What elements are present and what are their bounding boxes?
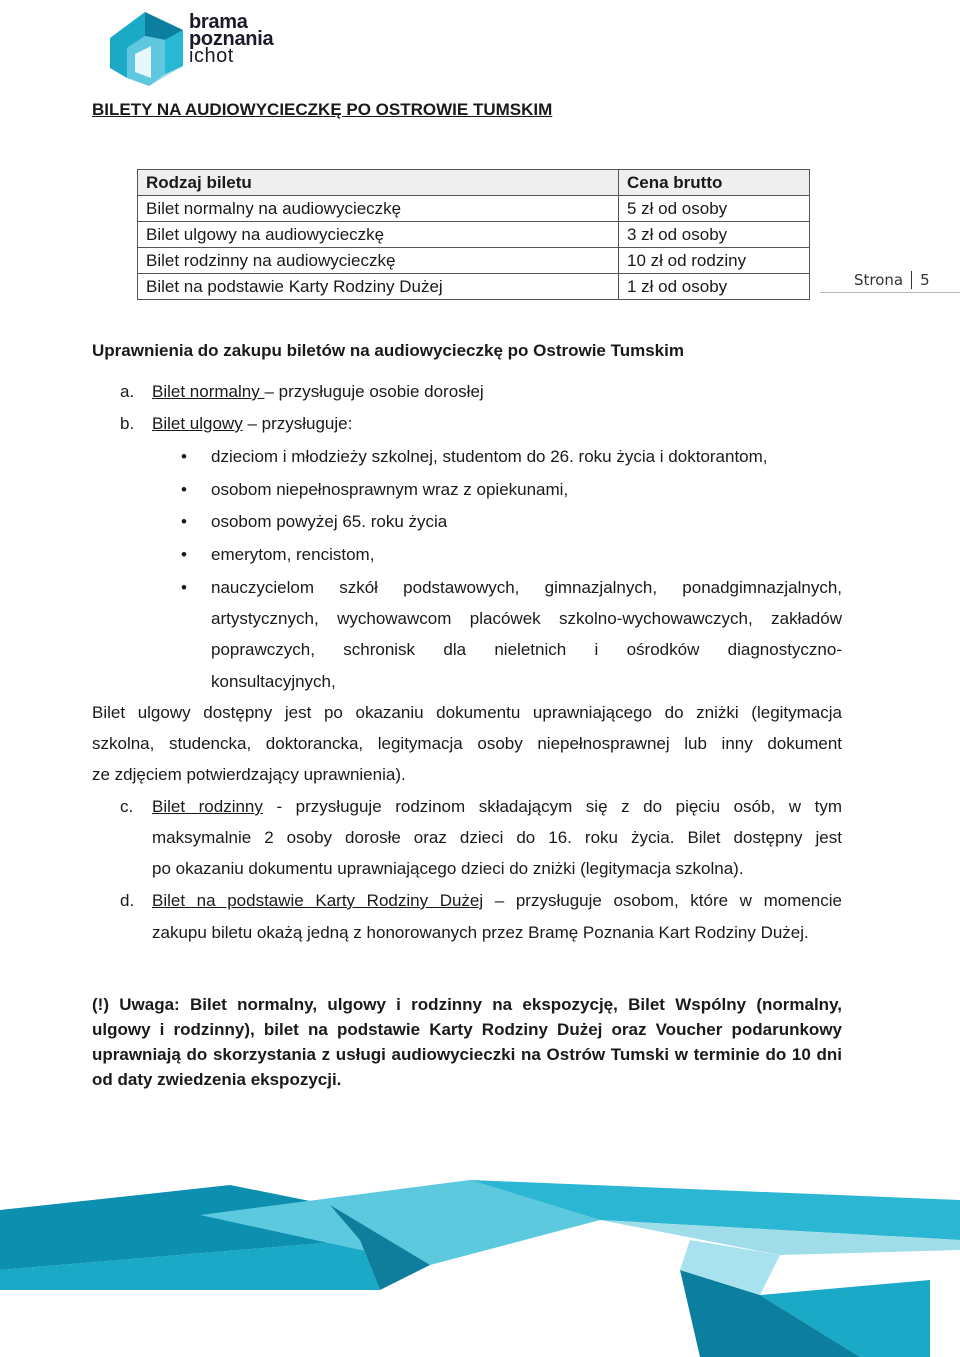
table-cell: 5 zł od osoby bbox=[619, 196, 810, 222]
paragraph-line: zakupu biletu okażą jedną z honorowanych przez Bramę Poznania Kart Rodziny Dużej. bbox=[152, 923, 809, 942]
page-word: Strona bbox=[854, 271, 904, 289]
ticket-description: – przysługuje osobie dorosłej bbox=[264, 382, 484, 401]
paragraph-line: maksymalnie 2 osoby dorosłe oraz dzieci do 16. roku życia. Bilet dostępny jest bbox=[152, 828, 842, 847]
bullet-item-line: poprawczych, schronisk dla nieletnich i ośrodków diagnostyczno- bbox=[211, 640, 842, 659]
ticket-name: Bilet na podstawie Karty Rodziny Dużej bbox=[152, 891, 484, 910]
ticket-name: Bilet ulgowy bbox=[152, 414, 243, 433]
page-number-label bbox=[820, 271, 960, 293]
table-row bbox=[138, 222, 810, 248]
table-cell: Bilet normalny na audiowycieczkę bbox=[138, 196, 619, 222]
ticket-name: Bilet normalny bbox=[152, 382, 265, 401]
bullet-item: • osobom niepełnosprawnym wraz z opiekunami, bbox=[211, 480, 568, 500]
page-number: 5 bbox=[920, 271, 930, 289]
list-marker: c. bbox=[120, 797, 134, 816]
table-header-cell: Rodzaj biletu bbox=[138, 170, 619, 196]
logo-wordmark bbox=[189, 11, 274, 67]
list-item-d bbox=[152, 891, 842, 911]
table-row bbox=[138, 196, 810, 222]
table-cell: 3 zł od osoby bbox=[619, 222, 810, 248]
list-item-b bbox=[120, 414, 353, 434]
warning-note: (!) Uwaga: Bilet normalny, ulgowy i rodzinny na ekspozycję, Bilet Wspólny (normalny, ulgowy i rodzinny), bilet na podstawie Karty Rodziny Dużej oraz Voucher podarunkowy uprawniają do skorzystania z usługi audiowycieczki na Ostrów Tumski w terminie do 10 dni od daty zwiedzenia ekspozycji. bbox=[92, 995, 842, 1089]
paragraph-line: po okazaniu dokumentu uprawniającego dzieci do zniżki (legitymacja szkolna). bbox=[152, 859, 744, 878]
table-row bbox=[138, 274, 810, 300]
logo-line-1: brama bbox=[189, 11, 248, 33]
bullet-item: • emerytom, rencistom, bbox=[211, 545, 374, 565]
ticket-description: – przysługuje osobom, które w momencie bbox=[483, 891, 842, 910]
table-cell: Bilet rodzinny na audiowycieczkę bbox=[138, 248, 619, 274]
footer-decoration bbox=[0, 1180, 960, 1357]
list-item-c bbox=[152, 797, 842, 817]
logo-line-3: ichot bbox=[189, 45, 234, 67]
list-marker: b. bbox=[120, 414, 135, 433]
ticket-name: Bilet rodzinny bbox=[152, 797, 263, 816]
table-cell: 1 zł od osoby bbox=[619, 274, 810, 300]
paragraph-line: szkolna, studencka, doktorancka, legitymacja osoby niepełnosprawnej lub inny dokument bbox=[92, 734, 842, 753]
logo-line-2: poznania bbox=[189, 28, 274, 50]
list-item-a bbox=[120, 382, 484, 402]
bullet-item-line: konsultacyjnych, bbox=[211, 672, 336, 691]
ticket-description: - przysługuje rodzinom składającym się z do pięciu osób, w tym bbox=[262, 797, 842, 816]
table-cell: Bilet na podstawie Karty Rodziny Dużej bbox=[138, 274, 619, 300]
price-table bbox=[137, 169, 810, 300]
bullet-item-line: artystycznych, wychowawcom placówek szkolno-wychowawczych, zakładów bbox=[211, 609, 842, 628]
brand-logo bbox=[105, 8, 305, 88]
table-row bbox=[138, 248, 810, 274]
table-cell: Bilet ulgowy na audiowycieczkę bbox=[138, 222, 619, 248]
paragraph-line: ze zdjęciem potwierdzający uprawnienia). bbox=[92, 765, 406, 784]
table-header-cell: Cena brutto bbox=[619, 170, 810, 196]
section-title: Uprawnienia do zakupu biletów na audiowycieczkę po Ostrowie Tumskim bbox=[92, 341, 684, 360]
document-title: BILETY NA AUDIOWYCIECZKĘ PO OSTROWIE TUMSKIM bbox=[92, 100, 553, 119]
bullet-item-line: • nauczycielom szkół podstawowych, gimnazjalnych, ponadgimnazjalnych, bbox=[211, 578, 842, 598]
ticket-description: – przysługuje: bbox=[242, 414, 353, 433]
paragraph-line: Bilet ulgowy dostępny jest po okazaniu dokumentu uprawniającego do zniżki (legitymacja bbox=[92, 703, 842, 722]
house-logo-icon bbox=[105, 8, 189, 88]
table-cell: 10 zł od rodziny bbox=[619, 248, 810, 274]
bullet-item: • osobom powyżej 65. roku życia bbox=[211, 512, 447, 532]
list-marker: d. bbox=[120, 891, 135, 910]
list-marker: a. bbox=[120, 382, 135, 401]
table-header-row bbox=[138, 170, 810, 196]
bullet-item: • dzieciom i młodzieży szkolnej, studentom do 26. roku życia i doktorantom, bbox=[211, 447, 768, 467]
